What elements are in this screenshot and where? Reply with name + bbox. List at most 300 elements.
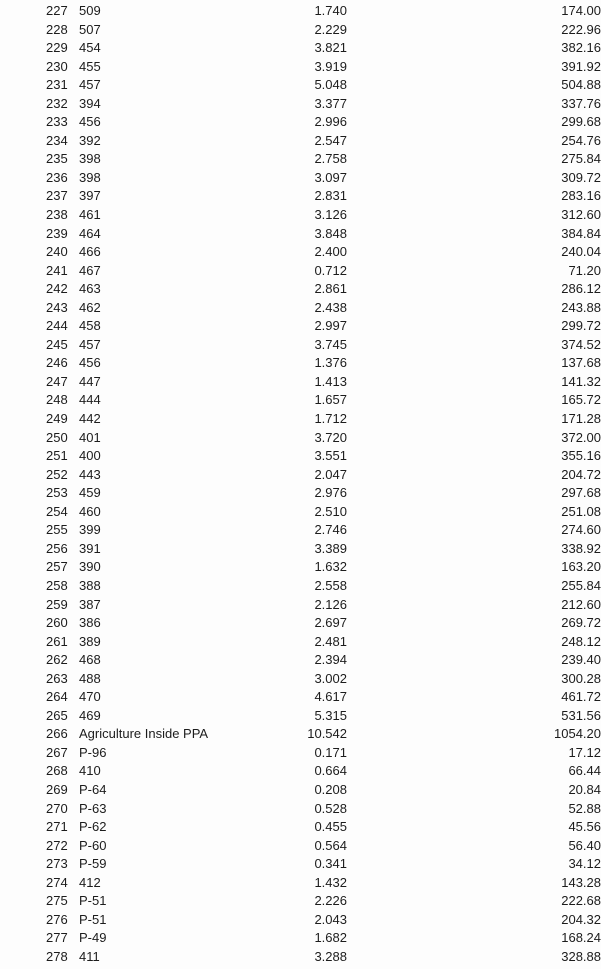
value-cell: 382.16 [561,40,601,56]
table-row [0,391,601,410]
table-row [0,76,601,95]
table-row [0,187,601,206]
spacer-cell [347,929,501,948]
area-cell: 1.712 [314,411,347,427]
plot-id-cell: 400 [79,448,101,464]
serial-number-cell [0,614,79,633]
serial-number-cell [0,39,79,58]
value-cell: 52.88 [568,800,601,816]
spacer-cell [347,429,501,448]
serial-number-cell [0,596,79,615]
serial-number: 272 [46,837,68,853]
serial-number-cell [0,58,79,77]
spacer-cell [347,651,501,670]
area-cell: 0.528 [314,800,347,816]
serial-number-cell [0,21,79,40]
serial-number: 265 [46,707,68,723]
serial-number: 251 [46,448,68,464]
spacer-cell [347,521,501,540]
spacer-cell [347,299,501,318]
serial-number: 229 [46,40,68,56]
value-cell: 374.52 [561,336,601,352]
spacer-cell [347,744,501,763]
area-cell: 2.510 [314,503,347,519]
plot-id-cell: 442 [79,411,101,427]
plot-id-cell: 392 [79,132,101,148]
area-cell: 2.043 [314,911,347,927]
value-cell: 222.68 [561,893,601,909]
table-row [0,354,601,373]
spacer-cell [347,892,501,911]
serial-number: 227 [46,3,68,18]
serial-number-cell [0,132,79,151]
serial-number: 235 [46,151,68,167]
serial-number: 230 [46,58,68,74]
serial-number-cell [0,206,79,225]
value-cell: 312.60 [561,207,601,223]
value-cell: 240.04 [561,244,601,260]
table-row [0,466,601,485]
serial-number-cell [0,688,79,707]
plot-id-cell: 464 [79,225,101,241]
value-cell: 309.72 [561,169,601,185]
value-cell: 254.76 [561,132,601,148]
value-cell: 17.12 [568,744,601,760]
table-row [0,299,601,318]
table-row [0,280,601,299]
serial-number-cell [0,262,79,281]
spacer-cell [347,466,501,485]
spacer-cell [347,447,501,466]
serial-number-cell [0,391,79,410]
spacer-cell [347,336,501,355]
value-cell: 204.72 [561,466,601,482]
serial-number-cell [0,725,79,744]
spacer-cell [347,410,501,429]
serial-number-cell [0,150,79,169]
value-cell: 243.88 [561,299,601,315]
value-cell: 1054.20 [554,726,601,742]
plot-id-cell: 388 [79,577,101,593]
serial-number: 247 [46,373,68,389]
area-cell: 0.341 [314,856,347,872]
plot-id-cell: 509 [79,3,101,18]
area-cell: 3.097 [314,169,347,185]
table-row [0,225,601,244]
value-cell: 283.16 [561,188,601,204]
plot-id-cell: 469 [79,707,101,723]
plot-id-cell: 454 [79,40,101,56]
serial-number: 267 [46,744,68,760]
value-cell: 137.68 [561,355,601,371]
area-cell: 2.481 [314,633,347,649]
serial-number: 231 [46,77,68,93]
serial-number: 246 [46,355,68,371]
table-row [0,874,601,893]
serial-number-cell [0,113,79,132]
area-cell: 2.047 [314,466,347,482]
table-body [0,2,601,966]
serial-number-cell [0,280,79,299]
spacer-cell [347,243,501,262]
spacer-cell [347,373,501,392]
serial-number: 277 [46,930,68,946]
table-row [0,113,601,132]
area-cell: 2.697 [314,615,347,631]
plot-id-cell: P-63 [79,800,107,816]
area-cell: 1.682 [314,930,347,946]
area-cell: 2.758 [314,151,347,167]
area-cell: 0.664 [314,763,347,779]
table-row [0,577,601,596]
spacer-cell [347,2,501,21]
serial-number: 250 [46,429,68,445]
table-row [0,818,601,837]
table-row [0,670,601,689]
table-row [0,651,601,670]
value-cell: 171.28 [561,411,601,427]
area-cell: 2.126 [314,596,347,612]
plot-id-cell: P-62 [79,819,107,835]
area-cell: 1.632 [314,559,347,575]
table-row [0,95,601,114]
plot-id-cell: 387 [79,596,101,612]
area-cell: 3.551 [314,448,347,464]
value-cell: 222.96 [561,21,601,37]
area-cell: 1.413 [314,373,347,389]
table-row [0,150,601,169]
spacer-cell [347,948,501,967]
serial-number-cell [0,299,79,318]
table-row [0,800,601,819]
serial-number: 233 [46,114,68,130]
spacer-cell [347,707,501,726]
serial-number-cell [0,484,79,503]
table-row [0,688,601,707]
serial-number-cell [0,651,79,670]
area-cell: 2.746 [314,522,347,538]
serial-number-cell [0,670,79,689]
area-cell: 2.996 [314,114,347,130]
table-row [0,39,601,58]
plot-id-cell: 466 [79,244,101,260]
value-cell: 255.84 [561,577,601,593]
spacer-cell [347,633,501,652]
table-row [0,596,601,615]
serial-number-cell [0,521,79,540]
area-cell: 0.455 [314,819,347,835]
table-row [0,521,601,540]
table-row [0,373,601,392]
plot-id-cell: 401 [79,429,101,445]
value-cell: 56.40 [568,837,601,853]
serial-number: 232 [46,95,68,111]
area-cell: 3.919 [314,58,347,74]
spacer-cell [347,725,501,744]
spacer-cell [347,225,501,244]
value-cell: 338.92 [561,540,601,556]
table-row [0,317,601,336]
value-cell: 328.88 [561,948,601,964]
serial-number: 252 [46,466,68,482]
table-row [0,262,601,281]
plot-id-cell: 412 [79,874,101,890]
plot-id-cell: 443 [79,466,101,482]
area-cell: 10.542 [307,726,347,742]
table-row [0,206,601,225]
area-cell: 1.740 [314,3,347,18]
area-cell: 3.389 [314,540,347,556]
serial-number: 255 [46,522,68,538]
serial-number: 249 [46,411,68,427]
spacer-cell [347,688,501,707]
value-cell: 239.40 [561,652,601,668]
serial-number-cell [0,373,79,392]
spacer-cell [347,21,501,40]
value-cell: 299.72 [561,318,601,334]
serial-number: 274 [46,874,68,890]
spacer-cell [347,132,501,151]
serial-number: 271 [46,819,68,835]
table-row [0,243,601,262]
area-cell: 3.288 [314,948,347,964]
table-row [0,855,601,874]
value-cell: 391.92 [561,58,601,74]
serial-number: 234 [46,132,68,148]
spacer-cell [347,781,501,800]
value-cell: 163.20 [561,559,601,575]
value-cell: 71.20 [568,262,601,278]
serial-number-cell [0,855,79,874]
table-row [0,707,601,726]
serial-number-cell [0,707,79,726]
serial-number: 270 [46,800,68,816]
serial-number: 256 [46,540,68,556]
plot-id-cell: 444 [79,392,101,408]
area-cell: 3.002 [314,670,347,686]
value-cell: 337.76 [561,95,601,111]
serial-number-cell [0,633,79,652]
spacer-cell [347,558,501,577]
table-row [0,429,601,448]
value-cell: 461.72 [561,689,601,705]
plot-id-cell: P-59 [79,856,107,872]
table-row [0,948,601,967]
serial-number: 244 [46,318,68,334]
value-cell: 299.68 [561,114,601,130]
value-cell: 372.00 [561,429,601,445]
serial-number: 258 [46,577,68,593]
spacer-cell [347,280,501,299]
area-cell: 2.229 [314,21,347,37]
table-row [0,484,601,503]
plot-id-cell: P-51 [79,893,107,909]
spacer-cell [347,818,501,837]
plot-id-cell: 398 [79,151,101,167]
area-cell: 2.547 [314,132,347,148]
plot-id-cell: P-64 [79,781,107,797]
plot-id-cell: 463 [79,281,101,297]
serial-number: 275 [46,893,68,909]
table-row [0,2,601,21]
plot-id-cell: 457 [79,336,101,352]
value-cell: 143.28 [561,874,601,890]
value-cell: 20.84 [568,781,601,797]
plot-id-cell: 488 [79,670,101,686]
plot-id-cell: 470 [79,689,101,705]
area-cell: 2.558 [314,577,347,593]
area-cell: 4.617 [314,689,347,705]
table-row [0,58,601,77]
serial-number-cell [0,948,79,967]
plot-id-cell: 447 [79,373,101,389]
spacer-cell [347,58,501,77]
spacer-cell [347,150,501,169]
table-row [0,725,601,744]
area-cell: 2.394 [314,652,347,668]
area-cell: 3.720 [314,429,347,445]
value-cell: 286.12 [561,281,601,297]
serial-number-cell [0,336,79,355]
serial-number: 254 [46,503,68,519]
serial-number-cell [0,243,79,262]
data-table [0,2,601,966]
spacer-cell [347,614,501,633]
serial-number: 259 [46,596,68,612]
serial-number-cell [0,429,79,448]
value-cell: 300.28 [561,670,601,686]
table-row [0,744,601,763]
plot-id-cell: 467 [79,262,101,278]
area-cell: 3.745 [314,336,347,352]
spacer-cell [347,95,501,114]
serial-number: 242 [46,281,68,297]
serial-number-cell [0,892,79,911]
plot-id-cell: 410 [79,763,101,779]
area-cell: 1.657 [314,392,347,408]
value-cell: 248.12 [561,633,601,649]
spacer-cell [347,855,501,874]
serial-number: 262 [46,652,68,668]
area-cell: 0.712 [314,262,347,278]
spacer-cell [347,187,501,206]
serial-number-cell [0,187,79,206]
table-row [0,762,601,781]
serial-number: 240 [46,244,68,260]
table-row [0,911,601,930]
serial-number: 245 [46,336,68,352]
spacer-cell [347,503,501,522]
value-cell: 504.88 [561,77,601,93]
serial-number-cell [0,577,79,596]
area-cell: 2.438 [314,299,347,315]
area-cell: 5.048 [314,77,347,93]
serial-number: 241 [46,262,68,278]
plot-id-cell: 456 [79,355,101,371]
value-cell: 204.32 [561,911,601,927]
serial-number-cell [0,929,79,948]
serial-number-cell [0,781,79,800]
table-row [0,633,601,652]
plot-id-cell: 397 [79,188,101,204]
spacer-cell [347,540,501,559]
serial-number-cell [0,558,79,577]
area-cell: 0.171 [314,744,347,760]
serial-number: 257 [46,559,68,575]
serial-number-cell [0,466,79,485]
serial-number: 269 [46,781,68,797]
value-cell: 66.44 [568,763,601,779]
plot-id-cell: 398 [79,169,101,185]
spacer-cell [347,837,501,856]
spacer-cell [347,484,501,503]
plot-id-cell: 468 [79,652,101,668]
table-row [0,781,601,800]
area-cell: 2.997 [314,318,347,334]
spacer-cell [347,39,501,58]
serial-number-cell [0,95,79,114]
serial-number-cell [0,837,79,856]
serial-number-cell [0,874,79,893]
serial-number: 261 [46,633,68,649]
table-row [0,503,601,522]
area-cell: 3.848 [314,225,347,241]
serial-number: 263 [46,670,68,686]
table-row [0,892,601,911]
serial-number: 276 [46,911,68,927]
plot-id-cell: P-60 [79,837,107,853]
table-row [0,540,601,559]
area-cell: 2.400 [314,244,347,260]
serial-number-cell [0,911,79,930]
spacer-cell [347,113,501,132]
value-cell: 34.12 [568,856,601,872]
table-row [0,21,601,40]
table-row [0,447,601,466]
serial-number-cell [0,762,79,781]
plot-id-cell: 455 [79,58,101,74]
serial-number-cell [0,169,79,188]
plot-id-cell: 456 [79,114,101,130]
plot-id-cell: 399 [79,522,101,538]
serial-number-cell [0,818,79,837]
area-cell: 3.821 [314,40,347,56]
serial-number-cell [0,447,79,466]
value-cell: 165.72 [561,392,601,408]
spacer-cell [347,800,501,819]
area-cell: 0.564 [314,837,347,853]
value-cell: 168.24 [561,930,601,946]
serial-number: 239 [46,225,68,241]
serial-number: 268 [46,763,68,779]
spacer-cell [347,317,501,336]
plot-id-cell: 389 [79,633,101,649]
plot-id-cell: 459 [79,485,101,501]
spacer-cell [347,262,501,281]
serial-number-cell [0,354,79,373]
plot-id-cell: Agriculture Inside PPA [79,726,209,742]
value-cell: 251.08 [561,503,601,519]
plot-id-cell: 391 [79,540,101,556]
area-cell: 0.208 [314,781,347,797]
spacer-cell [347,596,501,615]
serial-number-cell [0,540,79,559]
serial-number-cell [0,2,79,21]
serial-number-cell [0,503,79,522]
spacer-cell [347,206,501,225]
area-cell: 1.376 [314,355,347,371]
plot-id-cell: 394 [79,95,101,111]
